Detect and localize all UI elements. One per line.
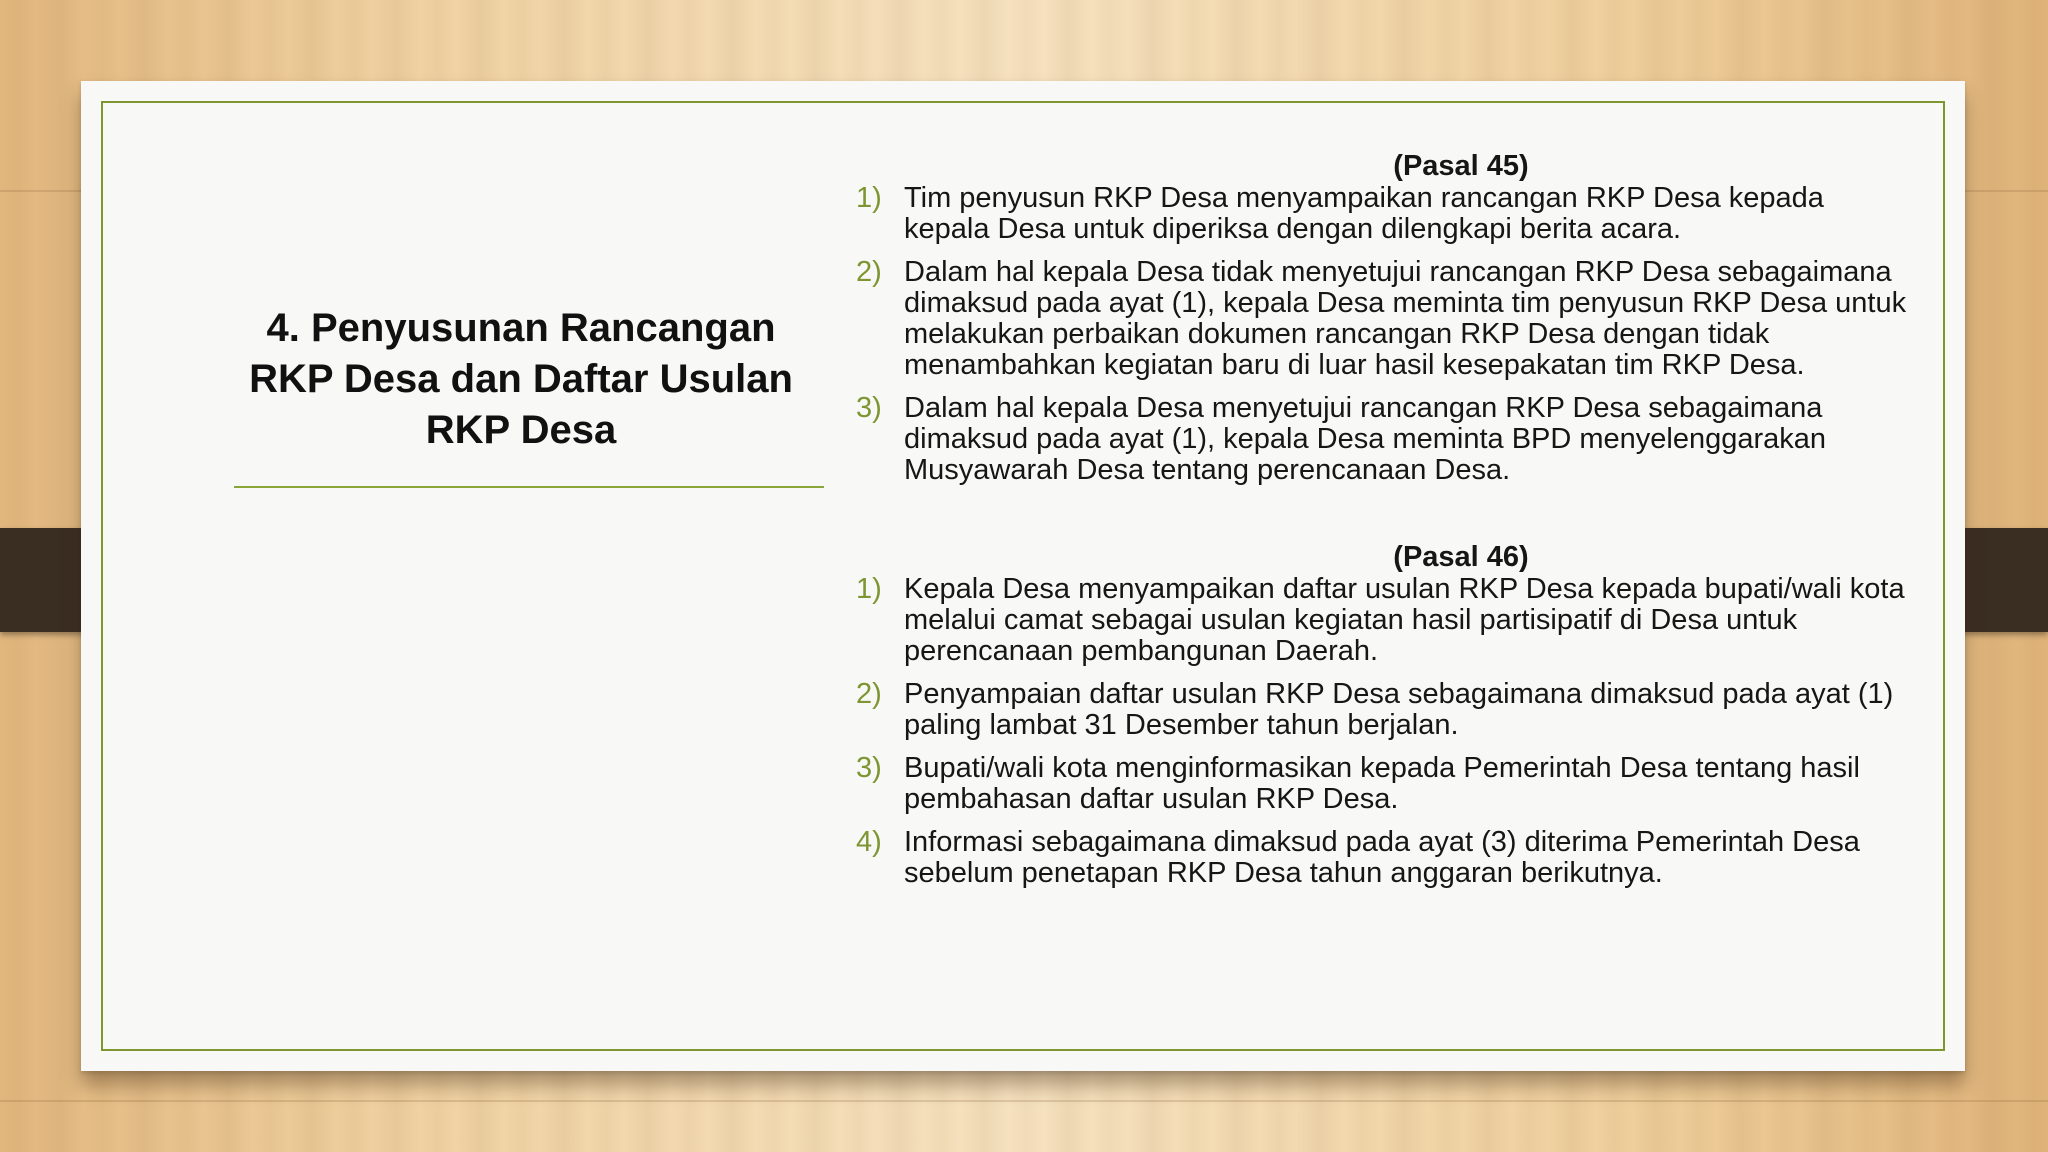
item-number: 1) bbox=[856, 182, 882, 214]
item-number: 3) bbox=[856, 392, 882, 424]
item-number: 3) bbox=[856, 752, 882, 784]
section-pasal-45 bbox=[856, 149, 1916, 486]
section-heading: (Pasal 46) bbox=[1393, 541, 1529, 573]
numbered-list bbox=[856, 574, 1916, 889]
title-underline bbox=[234, 486, 824, 488]
list-item bbox=[856, 574, 1916, 667]
list-item bbox=[856, 393, 1916, 486]
item-number: 4) bbox=[856, 826, 882, 858]
item-text: Penyampaian daftar usulan RKP Desa sebagaimana dimaksud pada ayat (1) paling lambat 31 Desember tahun berjalan. bbox=[904, 678, 1894, 741]
item-text: Kepala Desa menyampaikan daftar usulan RKP Desa kepada bupati/wali kota melalui camat sebagai usulan kegiatan hasil partisipatif di Desa untuk perencanaan pembangunan Daerah. bbox=[904, 573, 1905, 667]
list-item bbox=[856, 679, 1916, 741]
list-item bbox=[856, 827, 1916, 889]
slide-content bbox=[856, 149, 1916, 901]
item-number: 2) bbox=[856, 256, 882, 288]
wood-plank-seam bbox=[0, 1100, 2048, 1102]
section-pasal-46 bbox=[856, 540, 1916, 889]
item-text: Tim penyusun RKP Desa menyampaikan rancangan RKP Desa kepada kepala Desa untuk diperiksa dengan dilengkapi berita acara. bbox=[904, 182, 1824, 245]
list-item bbox=[856, 753, 1916, 815]
item-number: 1) bbox=[856, 573, 882, 605]
item-text: Informasi sebagaimana dimaksud pada ayat (3) diterima Pemerintah Desa sebelum penetapan RKP Desa tahun anggaran berikutnya. bbox=[904, 826, 1860, 889]
section-spacer bbox=[856, 498, 1916, 540]
item-text: Dalam hal kepala Desa menyetujui rancangan RKP Desa sebagaimana dimaksud pada ayat (1), kepala Desa meminta BPD menyelenggarakan Musyawarah Desa tentang perencanaan Desa. bbox=[904, 392, 1827, 486]
item-number: 2) bbox=[856, 678, 882, 710]
list-item bbox=[856, 183, 1916, 245]
item-text: Dalam hal kepala Desa tidak menyetujui rancangan RKP Desa sebagaimana dimaksud pada ayat (1), kepala Desa meminta tim penyusun RKP Desa untuk melakukan perbaikan dokumen rancangan RKP Desa dengan tidak menambahkan kegiatan baru di luar hasil kesepakatan tim RKP Desa. bbox=[904, 256, 1907, 381]
item-text: Bupati/wali kota menginformasikan kepada Pemerintah Desa tentang hasil pembahasan daftar usulan RKP Desa. bbox=[904, 752, 1860, 815]
numbered-list bbox=[856, 183, 1916, 486]
slide-title: 4. Penyusunan Rancangan RKP Desa dan Daftar Usulan RKP Desa bbox=[249, 306, 793, 452]
section-heading: (Pasal 45) bbox=[1393, 150, 1529, 182]
list-item bbox=[856, 257, 1916, 381]
slide-card bbox=[81, 81, 1965, 1071]
